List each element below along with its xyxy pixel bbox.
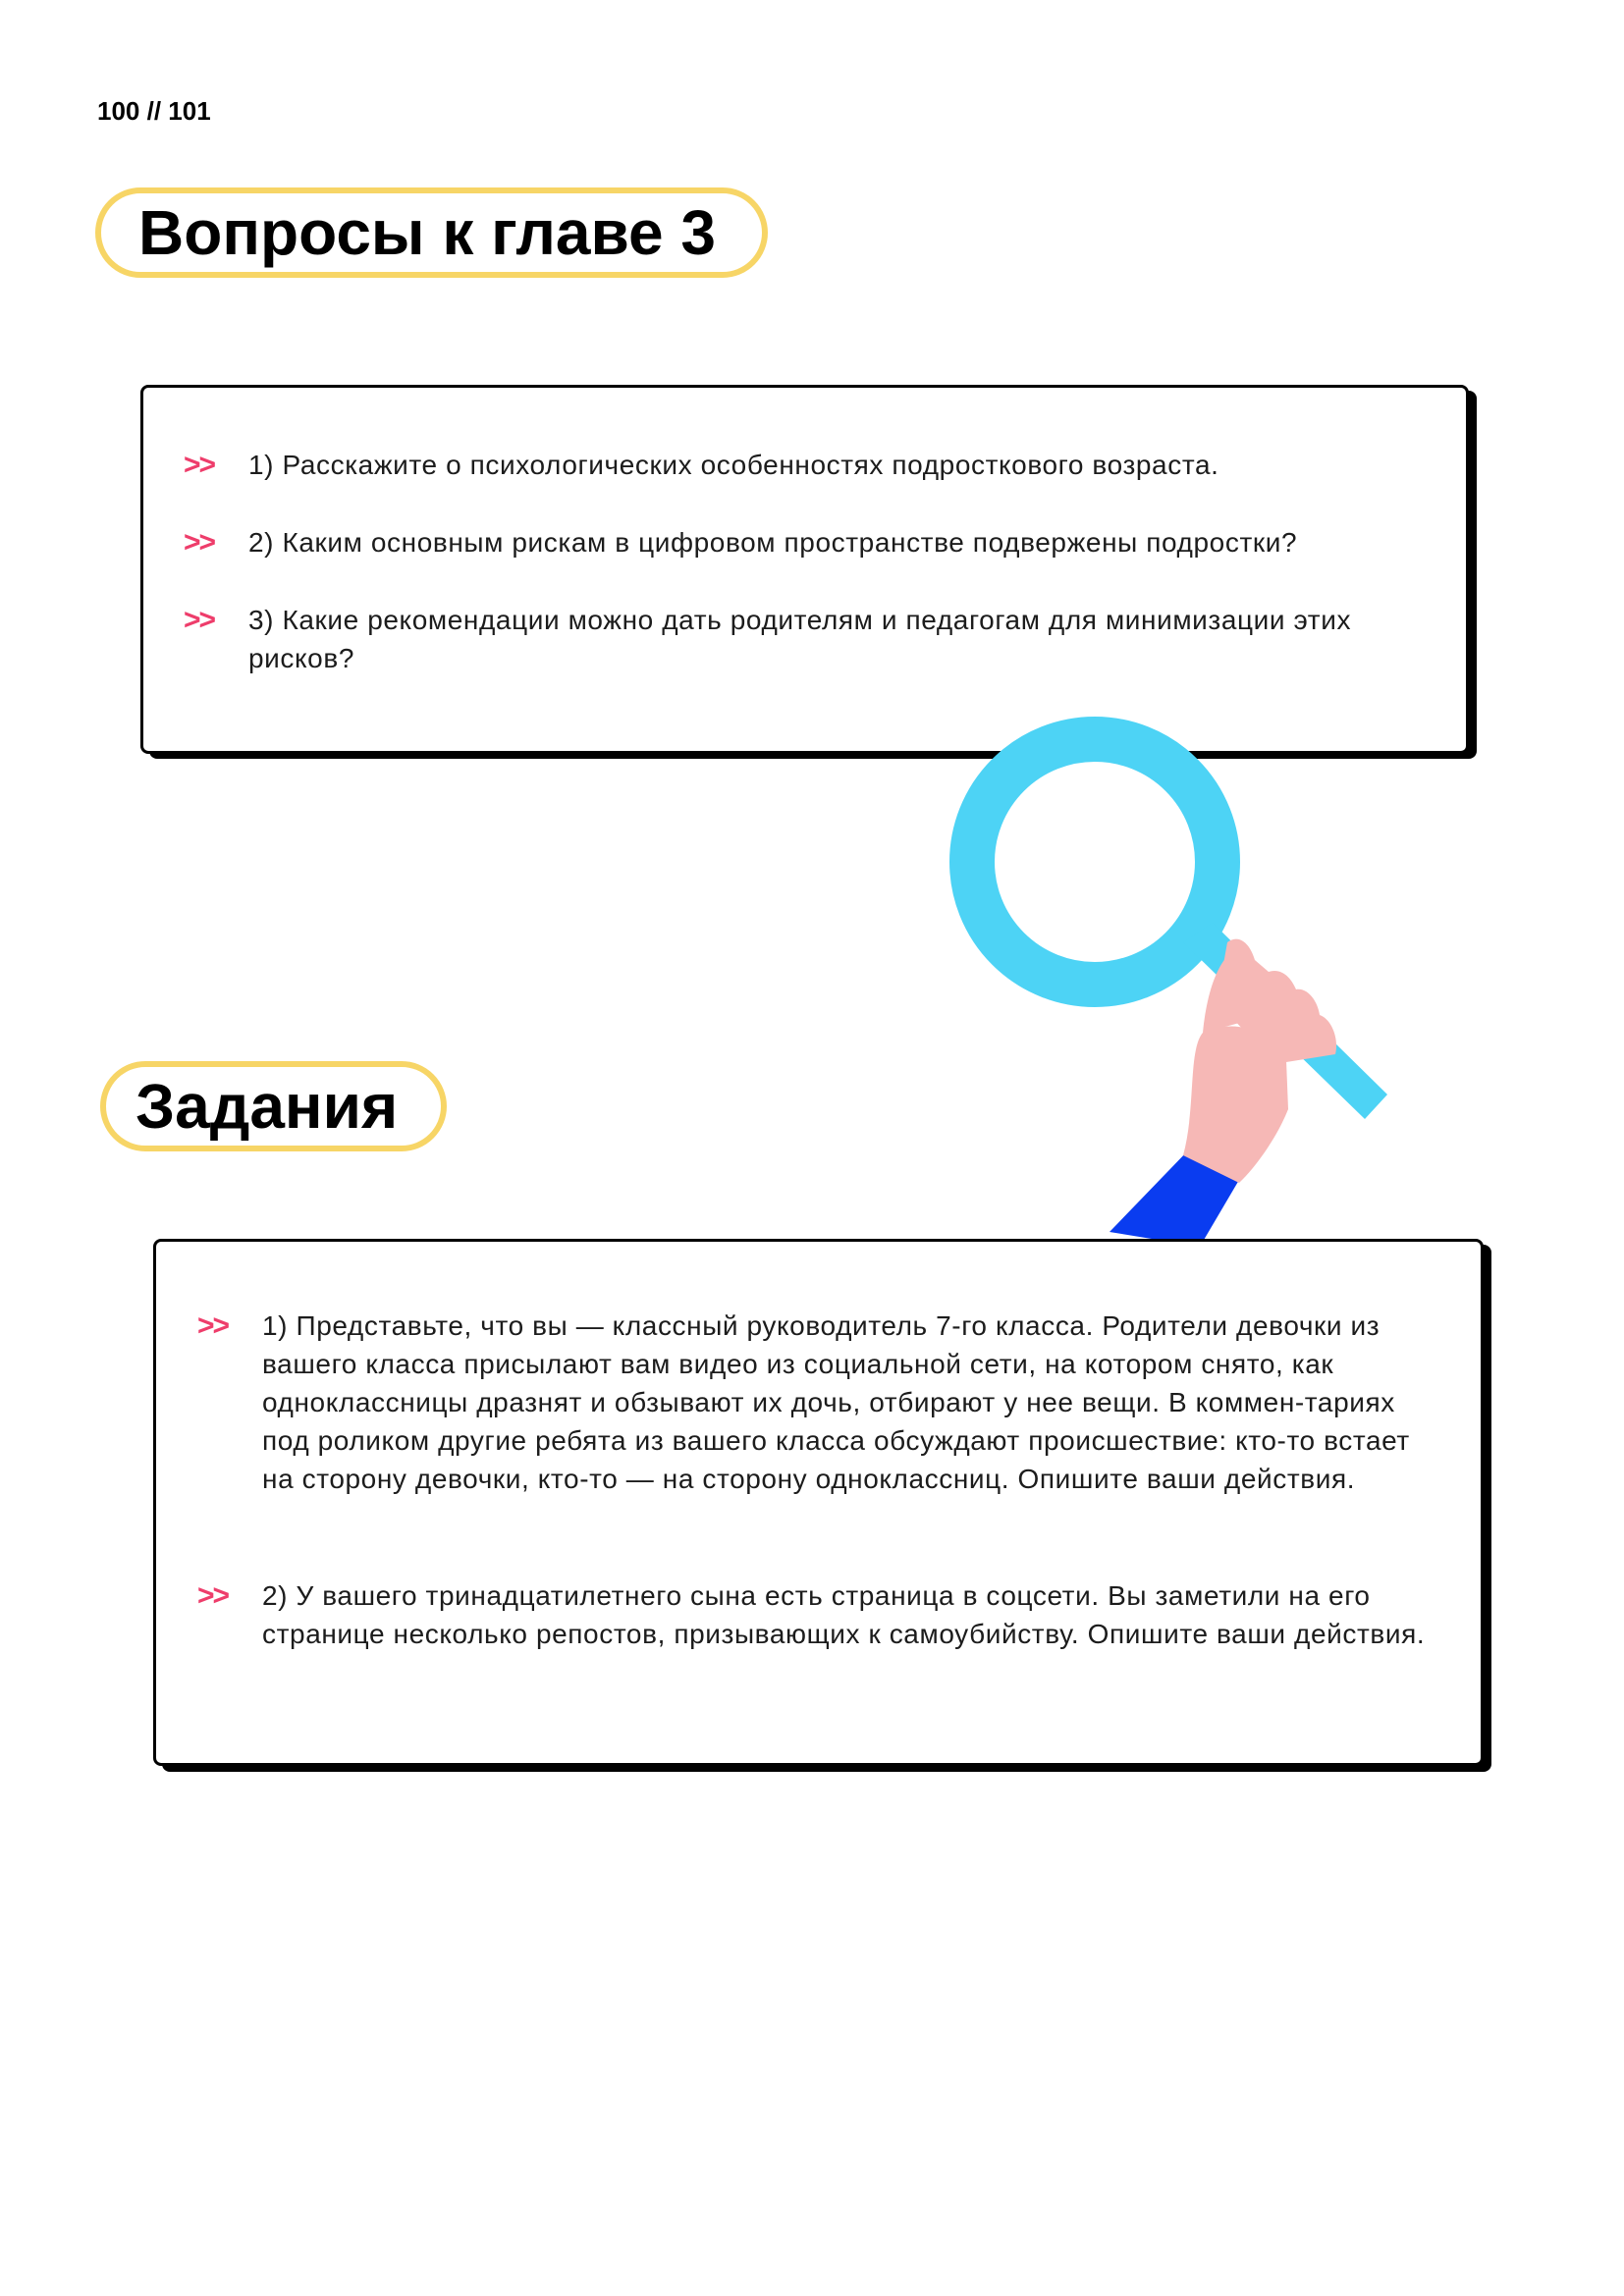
task-text-2: 2) У вашего тринадцатилетнего сына есть страница в соцсети. Вы заметили на его странице несколько репостов, призывающих к самоубийству. Опишите ваши действия. xyxy=(262,1580,1426,1649)
question-text-2: 2) Каким основным рискам в цифровом пространстве подвержены подростки? xyxy=(248,527,1298,558)
bullet-arrow-icon: >> xyxy=(197,1579,229,1612)
task-text-1: 1) Представьте, что вы — классный руководитель 7-го класса. Родители девочки из вашего класса присылают вам видео из социальной сети, на котором снято, как одноклассницы дразнят и обзывают их дочь, отбирают у нее вещи. В коммен-тариях под роликом другие ребята из вашего класса обсуждают происшествие: кто-то встает на сторону девочки, кто-то — на сторону одноклассниц. Опишите ваши действия. xyxy=(262,1310,1410,1494)
question-text-1: 1) Расскажите о психологических особенностях подросткового возраста. xyxy=(248,450,1219,480)
question-item-3 xyxy=(184,601,1391,677)
bullet-arrow-icon: >> xyxy=(197,1309,229,1342)
question-item-1 xyxy=(184,446,1421,484)
bullet-arrow-icon: >> xyxy=(184,604,215,636)
page-number: 100 // 101 xyxy=(97,96,211,126)
task-item-1 xyxy=(197,1307,1444,1498)
hand-holding-magnifier-icon xyxy=(884,677,1414,1247)
questions-heading: Вопросы к главе 3 xyxy=(95,187,768,278)
tasks-heading: Задания xyxy=(100,1061,447,1151)
task-item-2 xyxy=(197,1576,1444,1653)
question-text-3: 3) Какие рекомендации можно дать родителям и педагогам для минимизации этих рисков? xyxy=(248,605,1352,673)
bullet-arrow-icon: >> xyxy=(184,526,215,559)
bullet-arrow-icon: >> xyxy=(184,449,215,481)
question-item-2 xyxy=(184,523,1421,561)
